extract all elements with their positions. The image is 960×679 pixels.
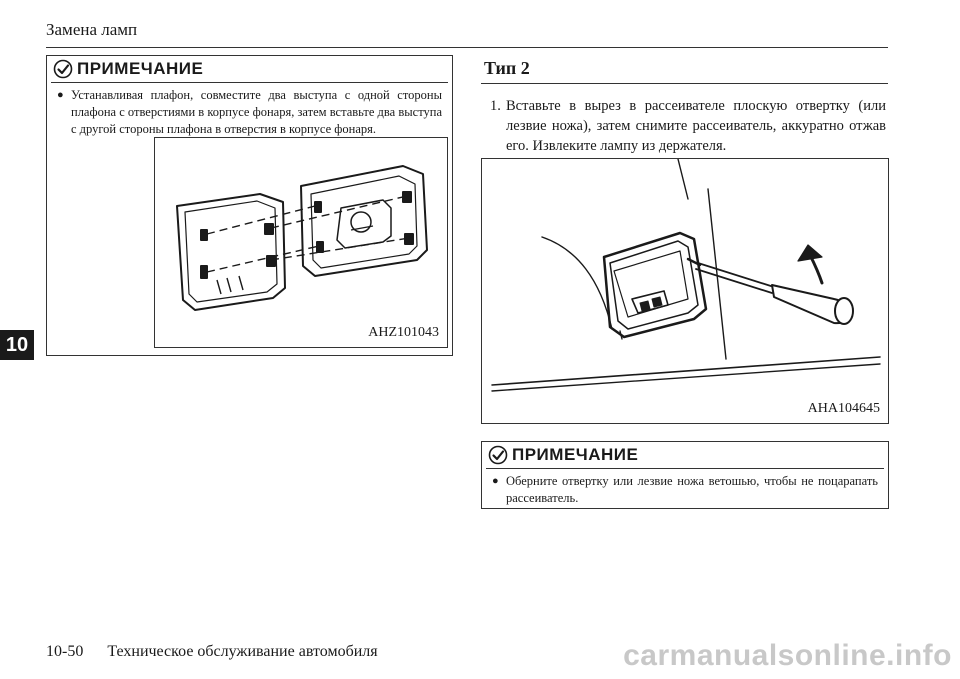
step-text: Вставьте в вырез в рассеивателе плоскую отвертку (или лезвие ножа), затем снимите рассеиватель, аккуратно отжав его. Извлеките лампу из держателя. — [506, 98, 886, 154]
figure-lens-removal — [481, 158, 889, 424]
note-heading: ПРИМЕЧАНИЕ — [77, 59, 204, 78]
note-header — [47, 56, 452, 82]
bullet-icon: ● — [492, 475, 499, 487]
step-1 — [490, 96, 886, 156]
page-number: 10-50 — [46, 643, 84, 660]
section-divider — [481, 83, 888, 84]
note-body — [47, 83, 452, 138]
lens-installation-illustration — [155, 138, 447, 347]
note-text: Устанавливая плафон, совместите два выступа с одной стороны плафона с отверстиями в корпусе фонаря, затем вставьте два выступа с другой стороны плафона в отверстия в корпусе фонаря. — [71, 88, 442, 136]
right-note-box — [481, 441, 889, 509]
note-body — [482, 469, 888, 507]
page-header-title: Замена ламп — [46, 20, 138, 39]
chapter-title: Техническое обслуживание автомобиля — [107, 643, 378, 660]
figure-code: AHZ101043 — [368, 325, 439, 340]
figure-lens-installation — [154, 137, 448, 348]
lens-removal-illustration — [482, 159, 888, 423]
section-title: Тип 2 — [484, 58, 530, 78]
chapter-tab: 10 — [0, 330, 34, 360]
step-number: 1. — [490, 98, 501, 114]
note-text: Оберните отвертку или лезвие ножа ветошью, чтобы не поцарапать рассеиватель. — [506, 474, 878, 505]
figure-code: AHA104645 — [807, 401, 880, 416]
note-header — [482, 442, 888, 468]
header-divider — [46, 47, 888, 48]
note-check-icon — [53, 59, 73, 79]
note-heading: ПРИМЕЧАНИЕ — [512, 445, 639, 464]
bullet-icon: ● — [57, 89, 64, 101]
note-check-icon — [488, 445, 508, 465]
page-footer — [46, 643, 378, 661]
watermark: carmanualsonline.info — [623, 639, 952, 672]
